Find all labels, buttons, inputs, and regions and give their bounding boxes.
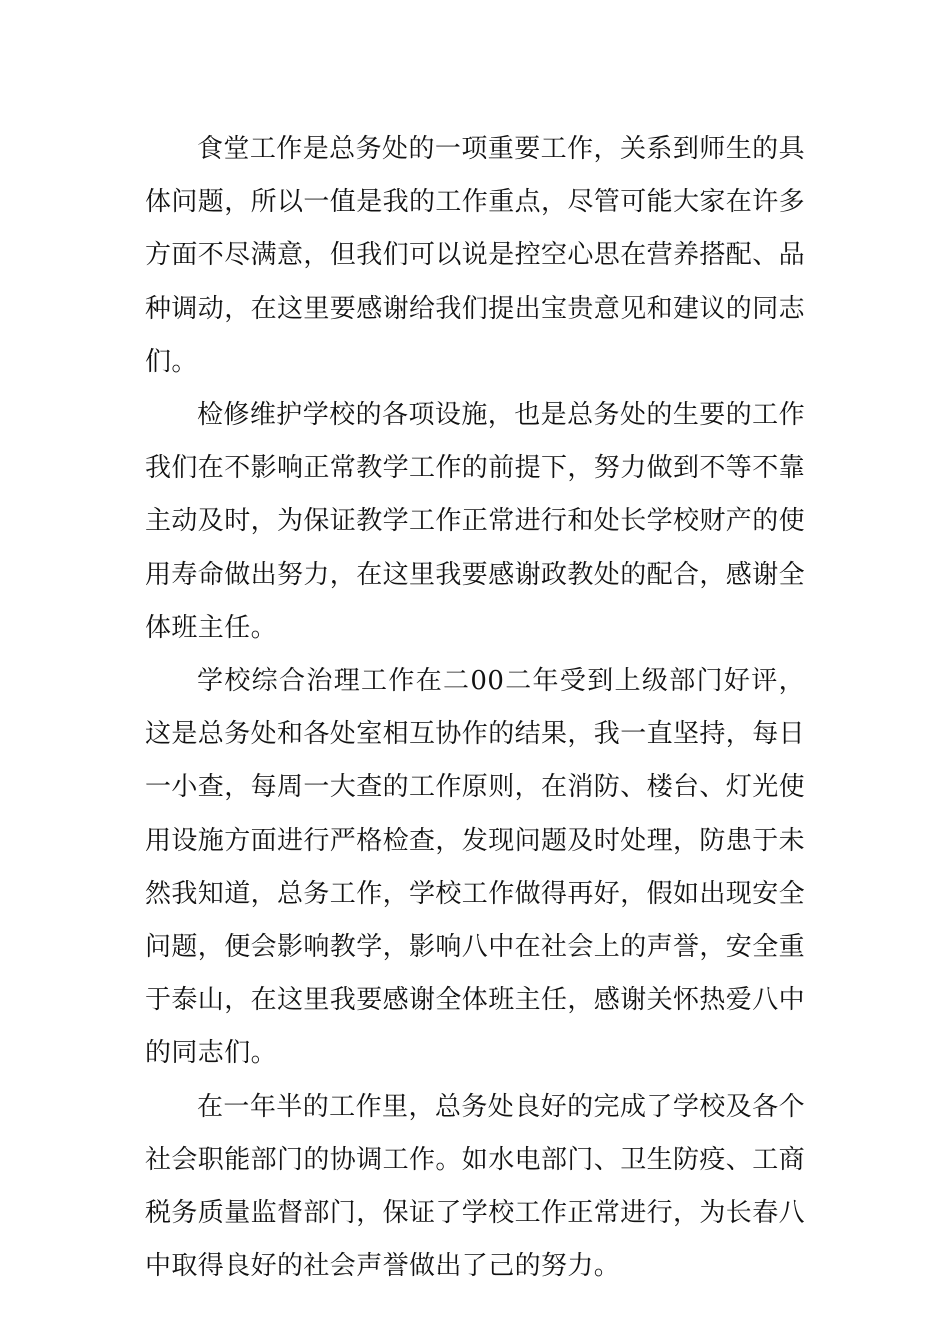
document-body bbox=[145, 123, 805, 1293]
paragraph-canteen-work: 食堂工作是总务处的一项重要工作，关系到师生的具体问题，所以一值是我的工作重点，尽管可能大家在许多方面不尽满意，但我们可以说是控空心思在营养搭配、品种调动，在这里要感谢给我们提出宝贵意见和建议的同志们。 bbox=[145, 134, 806, 377]
paragraph-facility-maintenance: 检修维护学校的各项设施，也是总务处的生要的工作我们在不影响正常教学工作的前提下，努力做到不等不靠主动及时，为保证教学工作正常进行和处长学校财产的使用寿命做出努力，在这里我要感谢政教处的配合，感谢全体班主任。 bbox=[145, 400, 806, 643]
paragraph-safety-management: 学校综合治理工作在二00二年受到上级部门好评，这是总务处和各处室相互协作的结果，我一直坚持，每日一小查，每周一大查的工作原则，在消防、楼台、灯光使用设施方面进行严格检查，发现问题及时处理，防患于未然我知道，总务工作，学校工作做得再好，假如出现安全问题，便会影响教学，影响八中在社会上的声誉，安全重于泰山，在这里我要感谢全体班主任，感谢关怀热爱八中的同志们。 bbox=[145, 666, 806, 1069]
paragraph-coordination-work: 在一年半的工作里，总务处良好的完成了学校及各个社会职能部门的协调工作。如水电部门、卫生防疫、工商税务质量监督部门，保证了学校工作正常进行，为长春八中取得良好的社会声誉做出了己的努力。 bbox=[145, 1091, 806, 1282]
